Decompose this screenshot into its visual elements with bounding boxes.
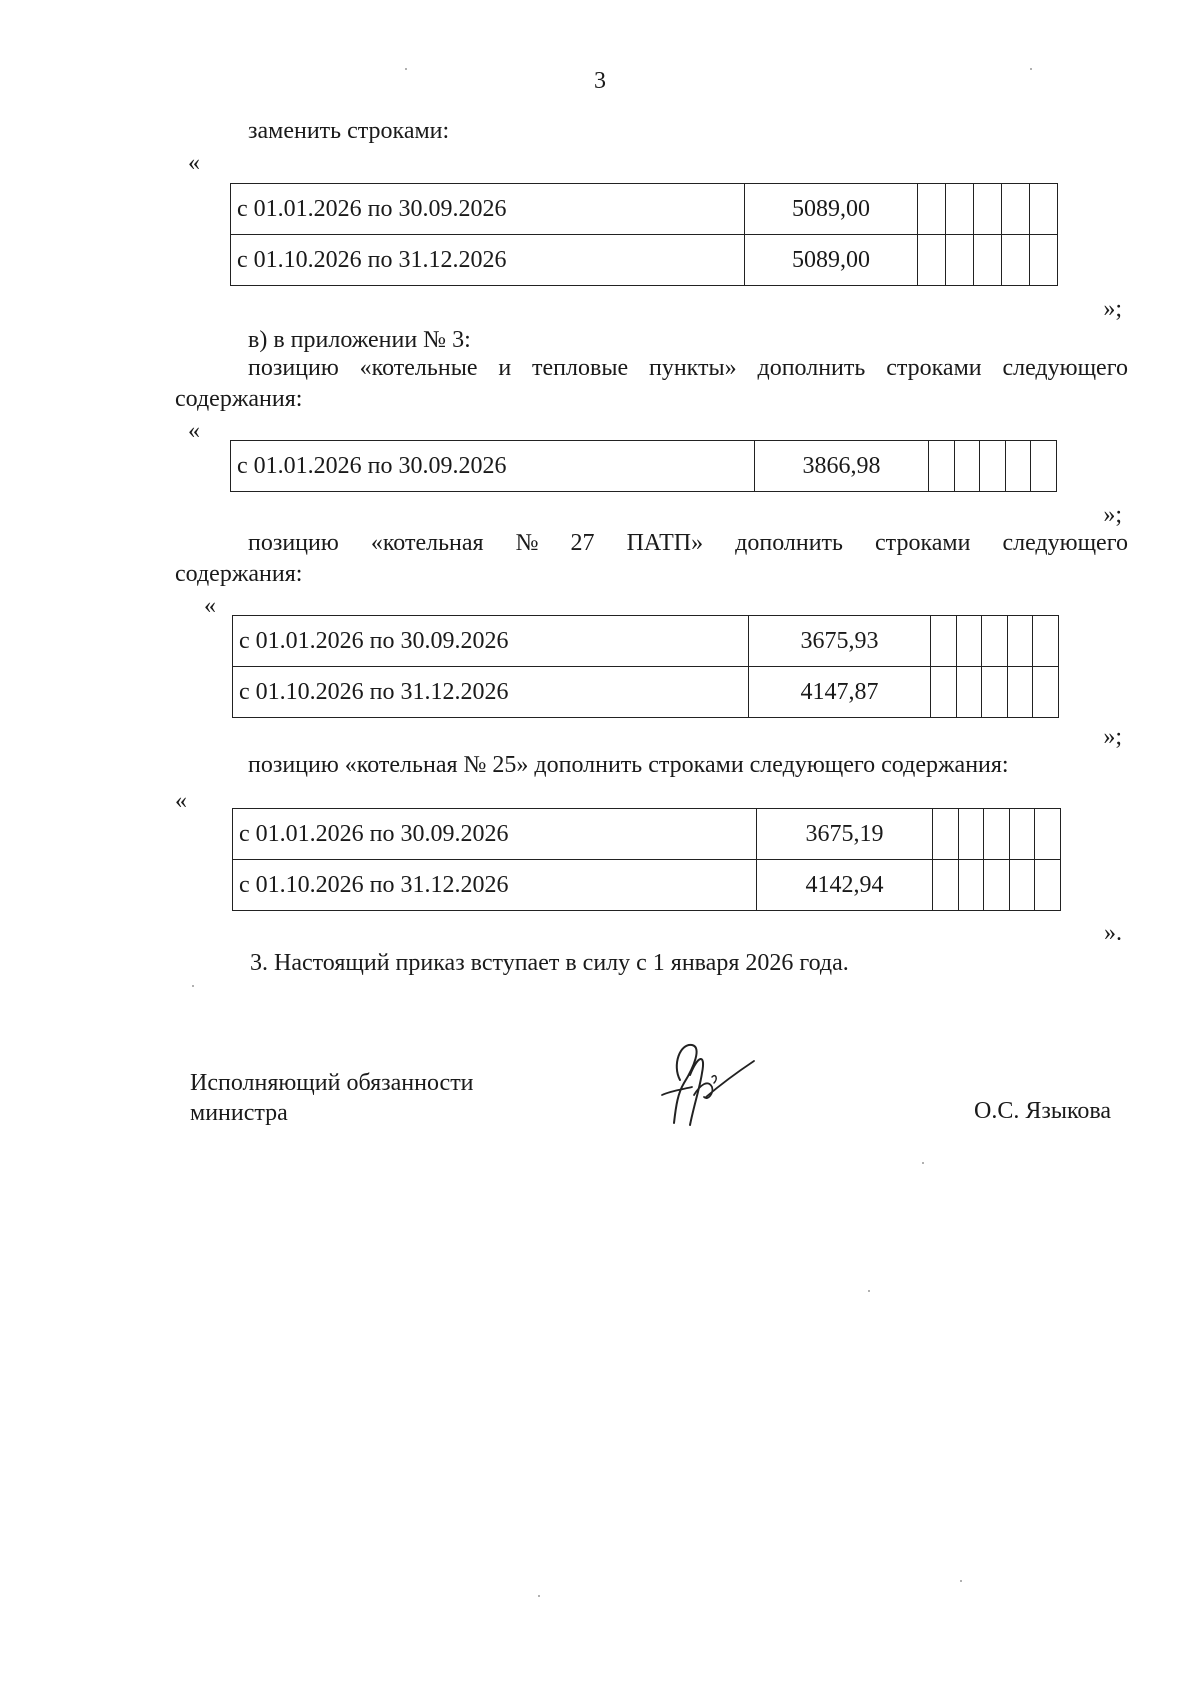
blank-cell (931, 616, 957, 667)
blank-cell (946, 235, 974, 286)
period-cell: с 01.01.2026 по 30.09.2026 (233, 616, 749, 667)
blank-cell (980, 441, 1006, 492)
block3-close-quote: »; (1103, 724, 1122, 750)
table-row (231, 184, 1058, 235)
block1-table (230, 183, 1058, 286)
blank-cell (956, 616, 982, 667)
blank-cell (1031, 441, 1057, 492)
intro-word: «котельные (359, 355, 478, 381)
scan-speck (192, 985, 194, 987)
blank-cell (1005, 441, 1031, 492)
intro-word: № (515, 530, 539, 556)
block4-table (232, 808, 1061, 911)
block3-intro-line1 (248, 528, 1128, 558)
block1-open-quote: « (188, 150, 200, 176)
period-cell: с 01.10.2026 по 31.12.2026 (233, 667, 749, 718)
block4-intro: позицию «котельная № 25» дополнить строками следующего содержания: (248, 752, 1009, 778)
scan-speck (538, 1595, 540, 1597)
signatory-name: О.С. Языкова (974, 1098, 1112, 1124)
blank-cell (982, 667, 1008, 718)
block2-close-quote: »; (1103, 502, 1122, 528)
blank-cell (933, 860, 959, 911)
period-cell: с 01.01.2026 по 30.09.2026 (233, 809, 757, 860)
period-cell: с 01.10.2026 по 31.12.2026 (231, 235, 745, 286)
intro-word: тепловые (532, 355, 629, 381)
intro-word: следующего (1002, 530, 1128, 556)
period-cell: с 01.01.2026 по 30.09.2026 (231, 184, 745, 235)
intro-word: дополнить (757, 355, 866, 381)
intro-word: следующего (1002, 355, 1128, 381)
scan-speck (405, 68, 407, 70)
block3-open-quote: « (204, 593, 216, 619)
table-row (231, 235, 1058, 286)
table-row (231, 441, 1057, 492)
intro-word: 27 (570, 530, 595, 556)
table-row (233, 616, 1059, 667)
block2-table (230, 440, 1057, 492)
blank-cell (1007, 667, 1033, 718)
value-cell: 4147,87 (749, 667, 931, 718)
intro-word: «котельная (370, 530, 484, 556)
period-cell: с 01.10.2026 по 31.12.2026 (233, 860, 757, 911)
value-cell: 3866,98 (755, 441, 929, 492)
block3-intro-line2: содержания: (175, 561, 303, 587)
block2-intro-line1 (248, 353, 1128, 383)
intro-word: и (498, 355, 512, 381)
clause-3: 3. Настоящий приказ вступает в силу с 1 января 2026 года. (250, 950, 849, 976)
block1-close-quote: »; (1103, 296, 1122, 322)
scan-speck (960, 1580, 962, 1582)
intro-word: дополнить (735, 530, 843, 556)
blank-cell (918, 235, 946, 286)
scan-speck (922, 1162, 924, 1164)
blank-cell (1035, 809, 1061, 860)
blank-cell (931, 667, 957, 718)
block2-intro-line2: содержания: (175, 386, 303, 412)
blank-cell (1030, 184, 1058, 235)
block2-item-heading: в) в приложении № 3: (248, 327, 471, 353)
blank-cell (954, 441, 980, 492)
blank-cell (974, 184, 1002, 235)
intro-word: пункты» (648, 355, 737, 381)
intro-word: ПАТП» (626, 530, 704, 556)
blank-cell (1033, 667, 1059, 718)
block4-open-quote: « (175, 788, 187, 814)
blank-cell (984, 860, 1010, 911)
blank-cell (982, 616, 1008, 667)
signatory-position-line1: Исполняющий обязанности (190, 1070, 474, 1096)
value-cell: 5089,00 (745, 184, 918, 235)
period-cell: с 01.01.2026 по 30.09.2026 (231, 441, 755, 492)
block2-open-quote: « (188, 418, 200, 444)
value-cell: 4142,94 (757, 860, 933, 911)
value-cell: 5089,00 (745, 235, 918, 286)
table-row (233, 809, 1061, 860)
block3-table (232, 615, 1059, 718)
handwritten-signature (650, 1035, 770, 1135)
scan-speck (1030, 68, 1032, 70)
blank-cell (1007, 616, 1033, 667)
block4-close-quote: ». (1104, 920, 1122, 946)
intro-word: позицию (248, 355, 339, 381)
blank-cell (958, 809, 984, 860)
blank-cell (1030, 235, 1058, 286)
blank-cell (1009, 860, 1035, 911)
intro-word: строками (875, 530, 971, 556)
blank-cell (1035, 860, 1061, 911)
blank-cell (946, 184, 974, 235)
signatory-position-line2: министра (190, 1100, 288, 1126)
blank-cell (1002, 184, 1030, 235)
blank-cell (1002, 235, 1030, 286)
intro-word: строками (886, 355, 982, 381)
blank-cell (1033, 616, 1059, 667)
blank-cell (929, 441, 955, 492)
blank-cell (933, 809, 959, 860)
value-cell: 3675,93 (749, 616, 931, 667)
blank-cell (1009, 809, 1035, 860)
block1-intro: заменить строками: (248, 118, 450, 144)
blank-cell (974, 235, 1002, 286)
page-number: 3 (594, 68, 606, 94)
blank-cell (958, 860, 984, 911)
blank-cell (984, 809, 1010, 860)
scan-speck (868, 1290, 870, 1292)
intro-word: позицию (248, 530, 339, 556)
value-cell: 3675,19 (757, 809, 933, 860)
blank-cell (956, 667, 982, 718)
blank-cell (918, 184, 946, 235)
table-row (233, 860, 1061, 911)
table-row (233, 667, 1059, 718)
